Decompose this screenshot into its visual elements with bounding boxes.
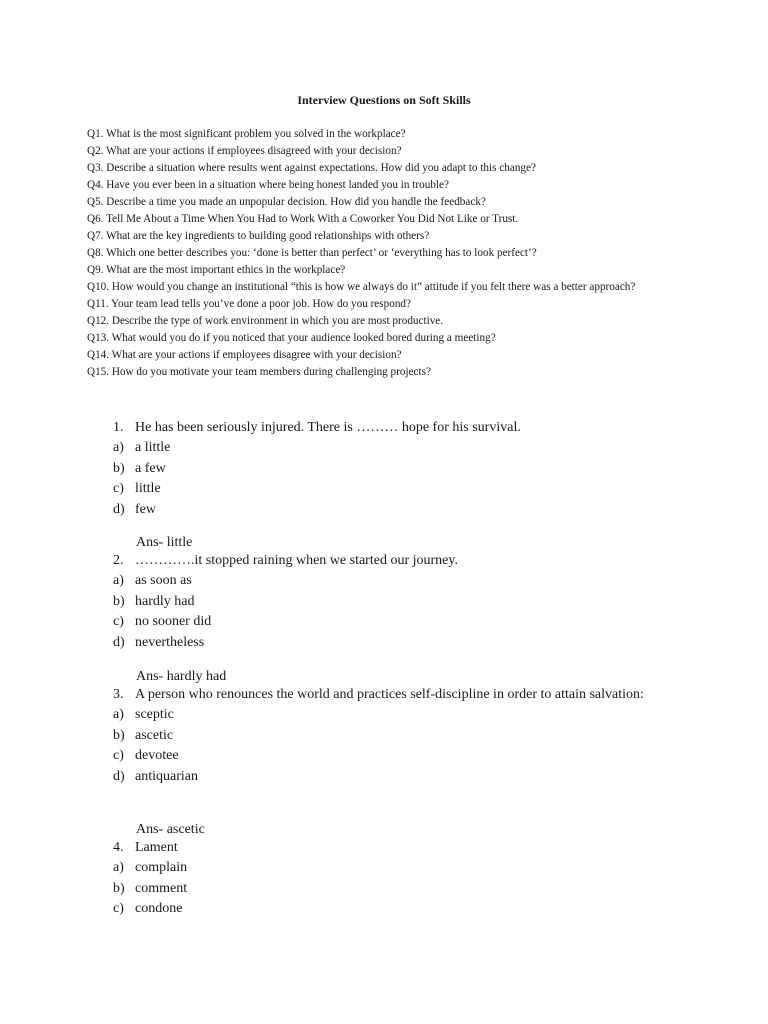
option-letter: a) [113,440,124,455]
mcq-stem-text: Lament [135,840,178,855]
mcq-option [113,500,673,521]
option-text: nevertheless [135,634,205,650]
mcq-option [113,858,673,879]
mcq-option [113,899,673,920]
question-item: Q12. Describe the type of work environment in which you are most productive. [87,315,444,327]
mcq-option [113,879,673,900]
page-title: Interview Questions on Soft Skills [297,93,471,107]
question-item: Q9. What are the most important ethics in the workplace? [87,264,346,276]
question-item: Q2. What are your actions if employees disagreed with your decision? [87,145,402,157]
question-item: Q11. Your team lead tells you’ve done a poor job. How do you respond? [87,298,411,310]
mcq-option [113,592,673,613]
mcq-stem-text: He has been seriously injured. There is ……… hope for his survival. [135,420,521,435]
option-text: antiquarian [135,768,198,784]
mcq-option [113,726,673,747]
option-letter: a) [113,707,124,722]
question-item: Q15. How do you motivate your team members during challenging projects? [87,366,431,378]
mcq-stem [113,551,673,571]
option-letter: b) [113,880,125,896]
option-text: hardly had [135,593,195,609]
mcq-stem-text: A person who renounces the world and practices self-discipline in order to attain salvation: [135,687,644,702]
option-letter: c) [113,901,124,916]
mcq-option [113,438,673,459]
mcq-number: 3. [113,687,124,702]
question-item: Q4. Have you ever been in a situation where being honest landed you in trouble? [87,179,449,191]
option-letter: d) [113,634,125,650]
option-text: sceptic [135,707,174,722]
option-text: little [135,481,161,496]
option-letter: c) [113,481,124,496]
question-list [87,126,687,381]
mcq-answer: Ans- ascetic [136,822,205,837]
option-text: ascetic [135,727,174,743]
question-item: Q8. Which one better describes you: ‘done is better than perfect’ or ‘everything has to look perfect’? [87,247,537,259]
mcq-option [113,705,673,726]
option-text: devotee [135,748,179,763]
mcq-question [113,838,673,920]
mcq-stem [113,838,673,858]
question-item: Q7. What are the key ingredients to building good relationships with others? [87,230,430,242]
mcq-number: 4. [113,840,124,855]
option-letter: d) [113,768,125,784]
option-letter: c) [113,748,124,763]
question-item: Q3. Describe a situation where results went against expectations. How did you adapt to this change? [87,162,536,174]
mcq-question [113,551,673,653]
question-item: Q10. How would you change an institutional “this is how we always do it” attitude if you felt there was a better approach? [87,281,636,293]
mcq-option [113,459,673,480]
mcq-stem [113,685,673,705]
option-text: complain [135,860,188,875]
option-text: few [135,501,156,517]
question-item: Q13. What would you do if you noticed that your audience looked bored during a meeting? [87,332,496,344]
mcq-number: 2. [113,553,124,568]
option-letter: b) [113,727,125,743]
mcq-answer: Ans- little [136,535,193,550]
mcq-option [113,746,673,767]
question-item: Q5. Describe a time you made an unpopular decision. How did you handle the feedback? [87,196,486,208]
option-letter: d) [113,501,125,517]
question-item: Q14. What are your actions if employees disagree with your decision? [87,349,402,361]
question-item: Q6. Tell Me About a Time When You Had to Work With a Coworker You Did Not Like or Trust. [87,213,519,225]
mcq-option [113,479,673,500]
mcq-question [113,418,673,520]
option-text: a few [135,460,166,476]
mcq-question [113,685,673,787]
option-text: condone [135,901,183,916]
option-text: no sooner did [135,614,212,629]
mcq-number: 1. [113,420,124,435]
option-letter: a) [113,573,124,588]
mcq-option [113,767,673,788]
mcq-stem [113,418,673,438]
option-letter: c) [113,614,124,629]
question-item: Q1. What is the most significant problem you solved in the workplace? [87,128,406,140]
option-text: a little [135,440,171,455]
mcq-stem-text: ………….it stopped raining when we started our journey. [135,553,458,568]
option-text: comment [135,880,188,896]
option-letter: a) [113,860,124,875]
mcq-option [113,612,673,633]
mcq-option [113,571,673,592]
option-letter: b) [113,593,125,609]
mcq-answer: Ans- hardly had [136,669,227,684]
mcq-option [113,633,673,654]
option-letter: b) [113,460,125,476]
option-text: as soon as [135,573,192,588]
